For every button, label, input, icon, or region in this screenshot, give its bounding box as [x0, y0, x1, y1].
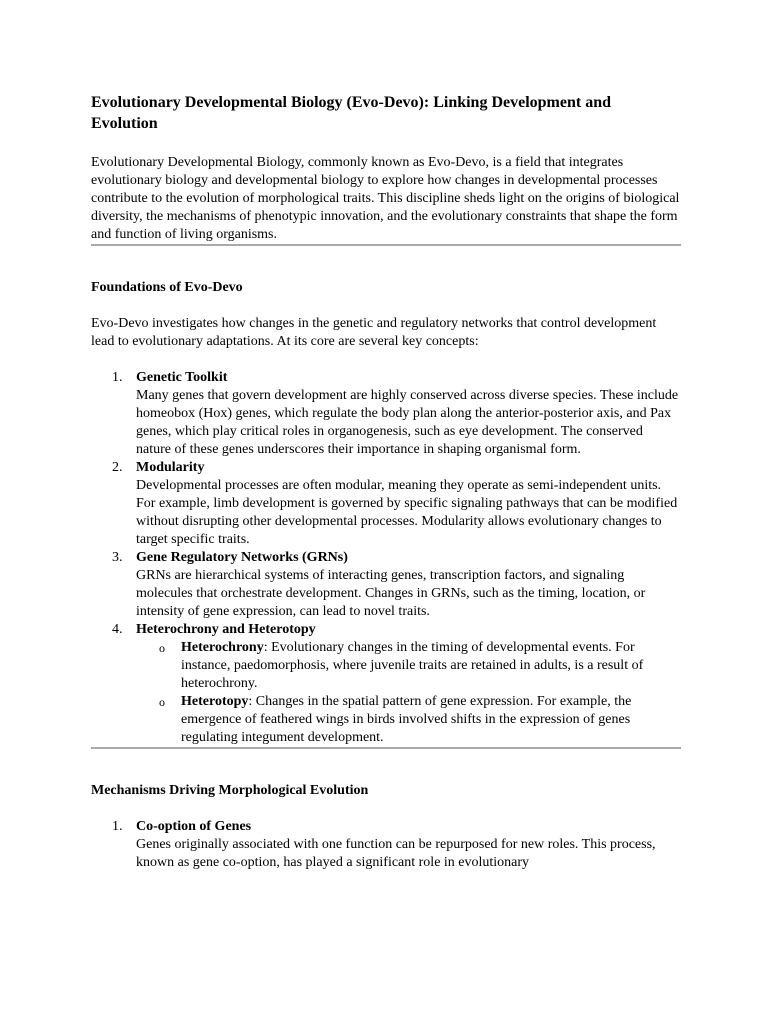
- list-item-title: Modularity: [136, 460, 205, 475]
- section-divider: [91, 747, 681, 749]
- foundations-heading: Foundations of Evo-Devo: [91, 280, 243, 295]
- document-title: Evolutionary Developmental Biology (Evo-Devo): Linking Development and Evolution: [91, 94, 612, 132]
- list-item-title: Genetic Toolkit: [136, 370, 228, 385]
- list-item-text: Many genes that govern development are highly conserved across diverse species. These include homeobox (Hox) genes, which regulate the body plan along the anterior-posterior axis, and Pax genes, which play critical roles in organogenesis, such as eye development. The conserved nature of these genes underscores their importance in shaping organismal form.: [136, 388, 679, 457]
- list-item-text: Developmental processes are often modular, meaning they operate as semi-independent units. For example, limb development is governed by specific signaling pathways that can be modified without disrupting other developmental processes. Modularity allows evolutionary changes to target specific traits.: [136, 478, 678, 547]
- list-number: 2.: [112, 460, 123, 475]
- foundations-paragraph: Evo-Devo investigates how changes in the genetic and regulatory networks that control development lead to evolutionary adaptations. At its core are several key concepts:: [91, 316, 657, 349]
- list-number: 4.: [112, 622, 123, 637]
- document-page: [91, 92, 681, 872]
- list-item-co-option: [91, 818, 681, 872]
- list-number: 3.: [112, 550, 123, 565]
- list-item-grns: [91, 549, 681, 621]
- sub-item-text: : Changes in the spatial pattern of gene expression. For example, the emergence of feathered wings in birds involved shifts in the expression of genes regulating integument development.: [181, 694, 632, 745]
- list-number: 1.: [112, 370, 123, 385]
- list-item-title: Co-option of Genes: [136, 819, 252, 834]
- sub-item-text: : Evolutionary changes in the timing of developmental events. For instance, paedomorphosis, where juvenile traits are retained in adults, is a result of heterochrony.: [181, 640, 644, 691]
- foundations-list: [91, 369, 681, 747]
- mechanisms-list: [91, 818, 681, 872]
- list-item-modularity: [91, 459, 681, 549]
- list-item-title: Heterochrony and Heterotopy: [136, 622, 316, 637]
- intro-paragraph: Evolutionary Developmental Biology, commonly known as Evo-Devo, is a field that integrates evolutionary biology and developmental biology to explore how changes in developmental processes contribute to the evolution of morphological traits. This discipline sheds light on the origins of biological diversity, the mechanisms of phenotypic innovation, and the evolutionary constraints that shape the form and function of living organisms.: [91, 155, 680, 242]
- sub-item-term: Heterotopy: [181, 694, 249, 709]
- list-item-text: Genes originally associated with one function can be repurposed for new roles. This process, known as gene co-option, has played a significant role in evolutionary: [136, 837, 656, 870]
- list-item-genetic-toolkit: [91, 369, 681, 459]
- list-number: 1.: [112, 819, 123, 834]
- bullet-marker: o: [159, 695, 165, 709]
- bullet-marker: o: [159, 641, 165, 655]
- section-divider: [91, 244, 681, 246]
- sub-item-heterotopy: [136, 693, 681, 747]
- sub-list: [136, 639, 681, 747]
- list-item-heterochrony-heterotopy: [91, 621, 681, 747]
- mechanisms-heading: Mechanisms Driving Morphological Evolution: [91, 783, 369, 798]
- list-item-text: GRNs are hierarchical systems of interacting genes, transcription factors, and signaling molecules that orchestrate development. Changes in GRNs, such as the timing, location, or intensity of gene expression, can lead to novel traits.: [136, 568, 646, 619]
- list-item-title: Gene Regulatory Networks (GRNs): [136, 550, 348, 565]
- sub-item-heterochrony: [136, 639, 681, 693]
- sub-item-term: Heterochrony: [181, 640, 264, 655]
